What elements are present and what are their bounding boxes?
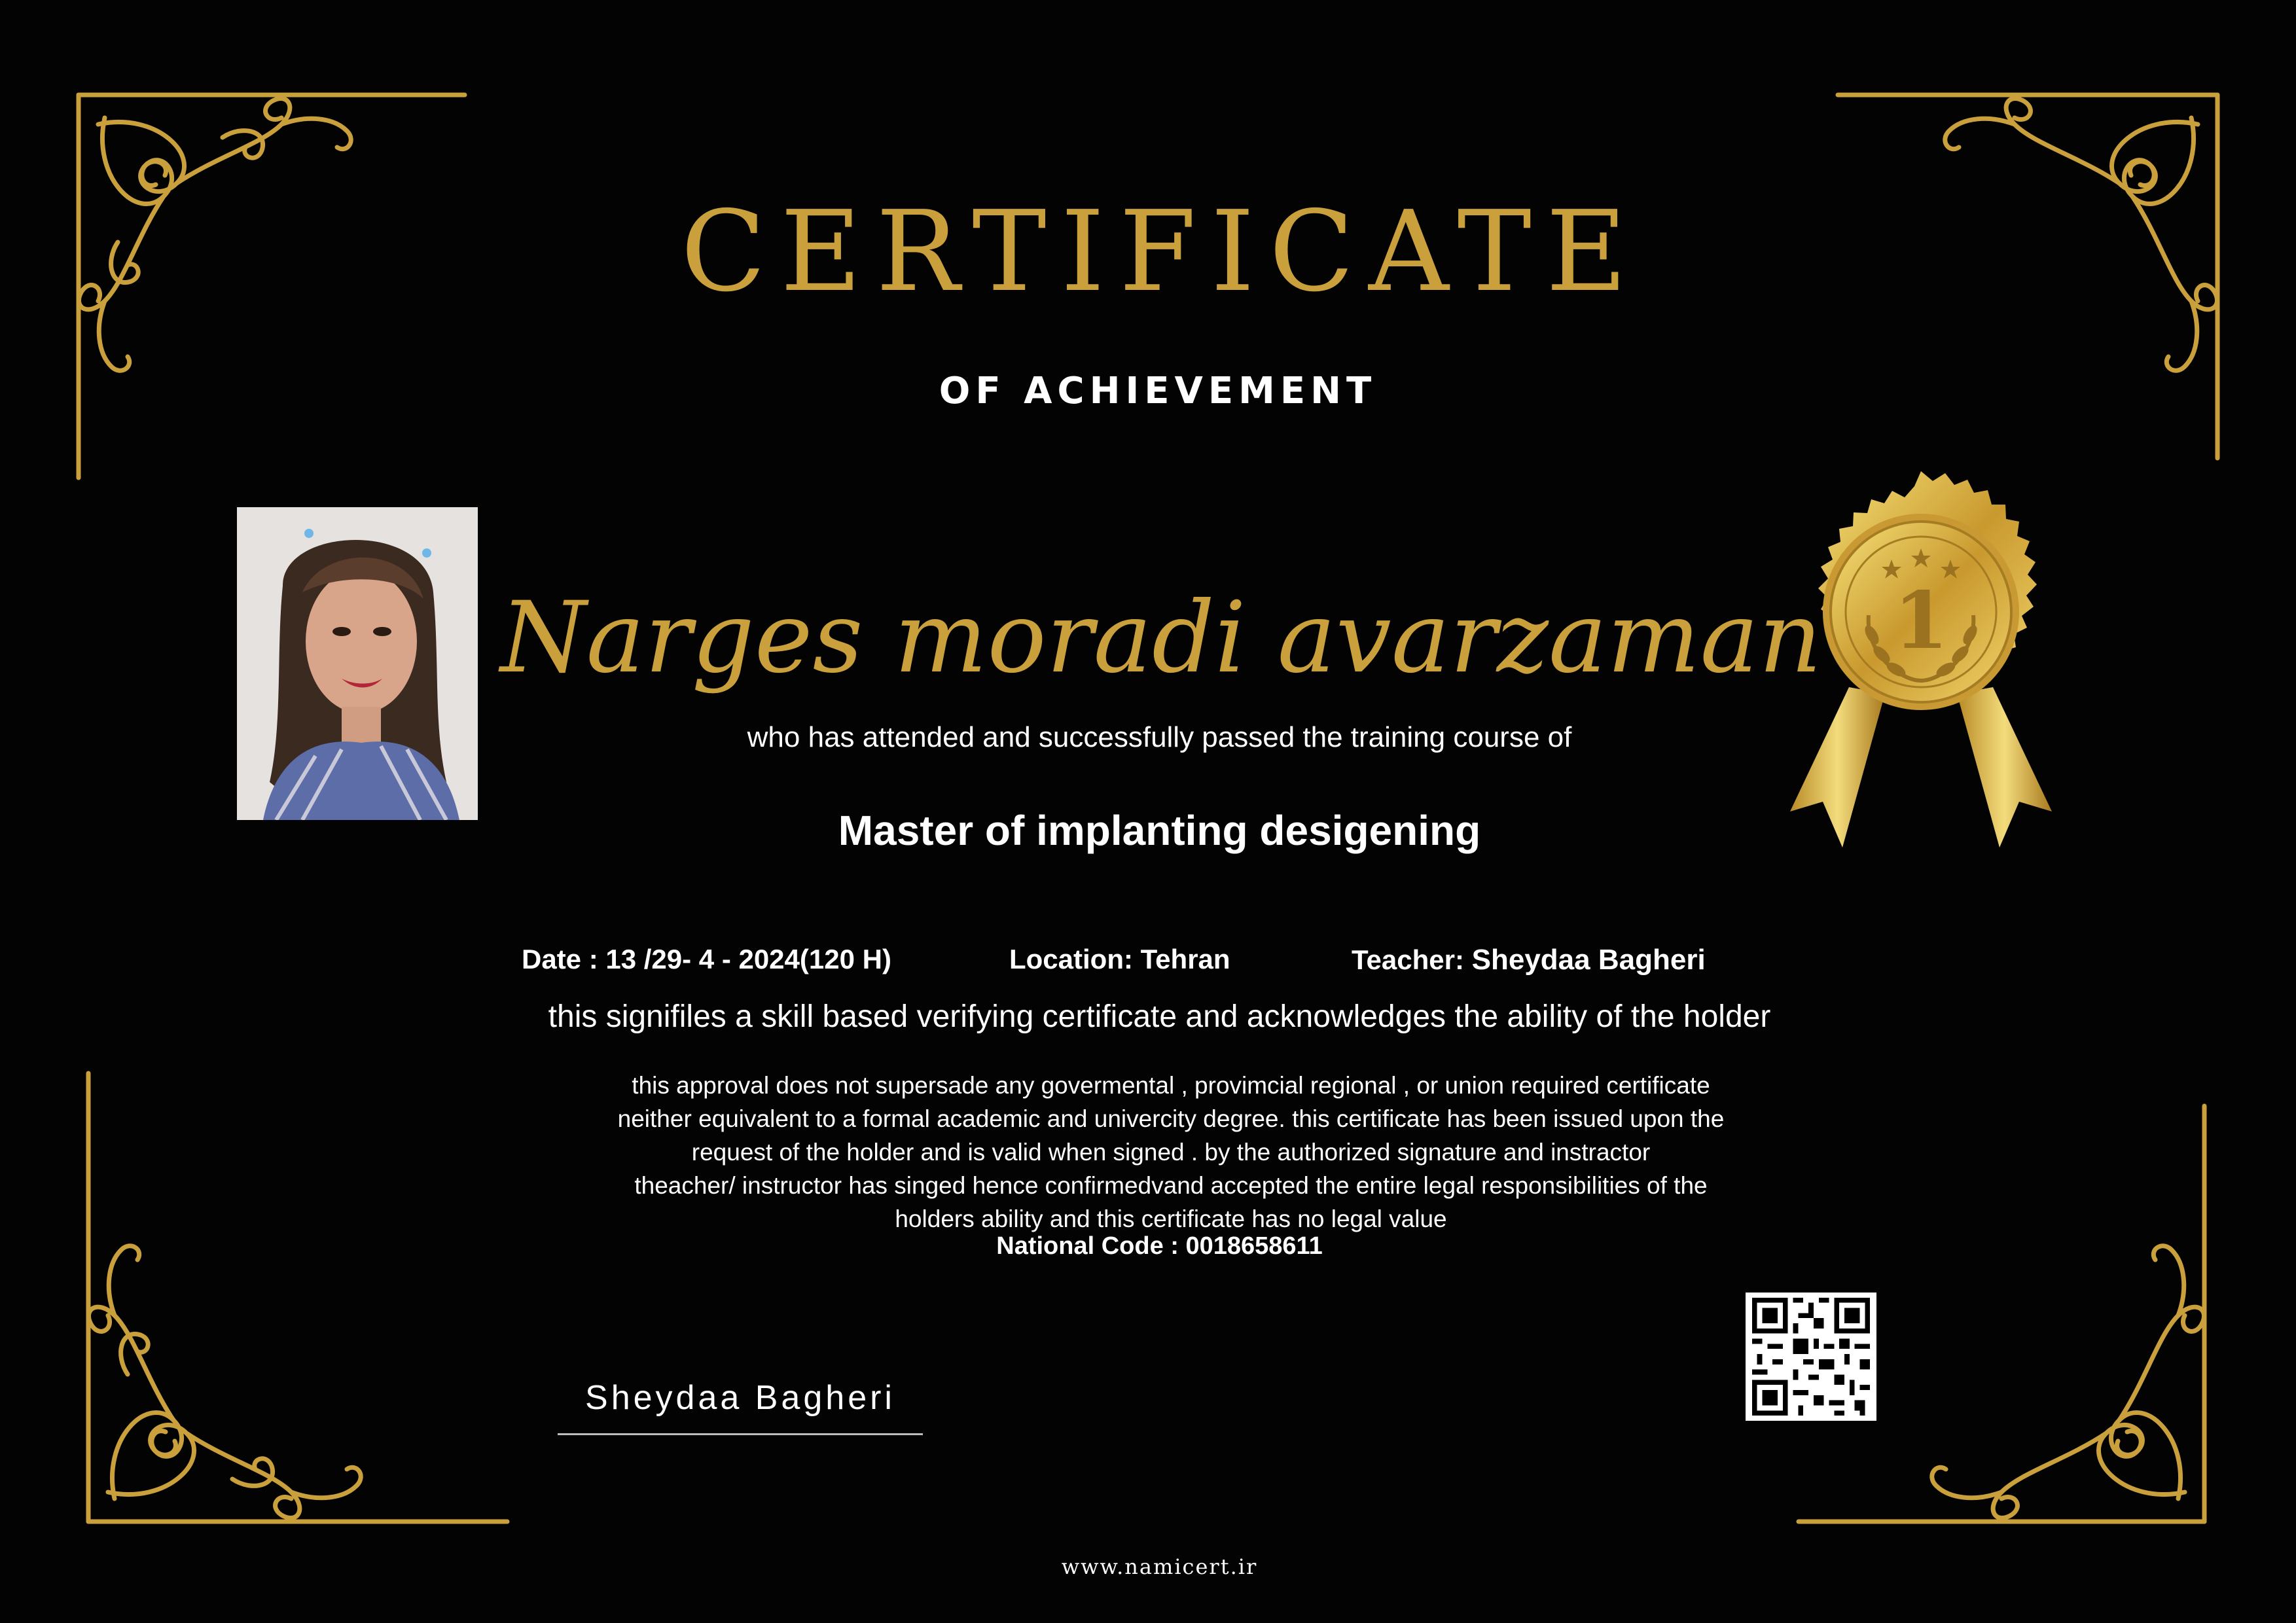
attended-text: who has attended and successfully passed the training course of — [747, 721, 1572, 753]
certificate-subtitle: OF ACHIEVEMENT — [939, 370, 1377, 412]
disclaimer-line: neither equivalent to a formal academic and univercity degree. this certificate has been issued upon the — [617, 1105, 1725, 1132]
corner-ornament-top-left-icon — [65, 85, 537, 556]
disclaimer-line: request of the holder and is valid when signed . by the authorized signature and instractor — [691, 1139, 1651, 1166]
national-code: National Code : 0018658611 — [996, 1232, 1323, 1260]
website-link[interactable]: www.namicert.ir — [1061, 1554, 1258, 1579]
seal-number: 1 — [1893, 575, 1948, 667]
disclaimer-line: this approval does not supersade any govermental , provimcial regional , or union required certificate — [632, 1072, 1710, 1099]
disclaimer-text — [458, 1069, 1861, 1236]
disclaimer-line: theacher/ instructor has singed hence confirmedvand accepted the entire legal responsibilities of the — [634, 1172, 1708, 1199]
certificate-title: CERTIFICATE — [681, 187, 1641, 317]
course-date: Date : 13 /29- 4 - 2024(120 H) — [522, 944, 891, 974]
recipient-name: Narges moradi avarzaman — [500, 581, 1822, 695]
qr-code-icon[interactable] — [1746, 1293, 1876, 1421]
course-teacher — [1352, 946, 1706, 974]
signature-name: Sheydaa Bagheri — [585, 1379, 895, 1417]
disclaimer-line: holders ability and this certificate has no legal value — [895, 1205, 1447, 1232]
certificate-statement: this signifiles a skill based verifying certificate and acknowledges the ability of the holder — [548, 999, 1771, 1034]
course-location: Location: Tehran — [1009, 944, 1230, 974]
signature-line — [558, 1433, 923, 1435]
course-name: Master of implanting desigening — [838, 807, 1481, 854]
teacher-name: Sheydaa Bagheri — [1471, 944, 1706, 976]
teacher-label: Teacher: — [1352, 944, 1464, 975]
